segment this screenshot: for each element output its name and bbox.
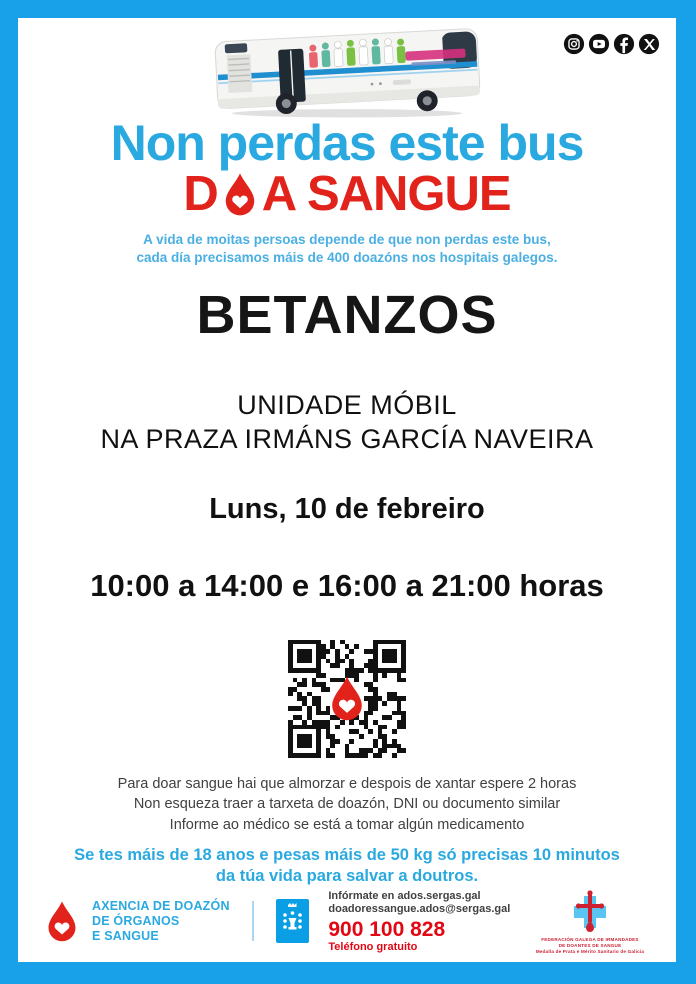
- note-line: Para doar sangue hai que almorzar e despois de xantar espere 2 horas: [117, 775, 577, 792]
- info-email: doadoressangue.ados@sergas.gal: [328, 903, 511, 916]
- intro-text: [137, 231, 558, 267]
- note-line: Non esqueza traer a tarxeta de doazón, DNI ou documento similar: [133, 796, 561, 813]
- location-text: [100, 389, 593, 457]
- brand-suffix: A SANGUE: [261, 166, 511, 221]
- social-icons: [563, 33, 660, 55]
- brand-prefix: D: [183, 166, 218, 221]
- footer: [18, 888, 676, 965]
- xunta-de-galicia-logo: [276, 899, 309, 943]
- federation-cross-icon: [570, 888, 610, 936]
- highlight-line2: da túa vida para salvar a doutros.: [215, 867, 479, 886]
- footer-divider: [252, 901, 254, 941]
- brand-title: [183, 166, 511, 221]
- facebook-icon[interactable]: [613, 33, 635, 55]
- city-name: BETANZOS: [196, 284, 498, 345]
- youtube-icon[interactable]: [588, 33, 610, 55]
- eligibility-highlight: [74, 845, 620, 889]
- agency-name: AXENCIA DE DOAZÓN DE ÓRGANOS E SANGUE: [92, 899, 230, 943]
- donations-count: 400 doazóns: [327, 249, 409, 265]
- qr-center-blood-drop-icon: [327, 675, 367, 721]
- federation-name: FEDERACIÓN GALEGA DE IRMANDADES DE DOANTES DE SANGUE Medalla de Prata e Mérito Sanitario de Galicia: [535, 937, 645, 954]
- agency-blood-drop-icon: [44, 899, 80, 943]
- headline: Non perdas este bus: [110, 114, 584, 171]
- agency-logo-group: [44, 899, 309, 943]
- info-website: Infórmate en ados.sergas.gal: [328, 889, 481, 902]
- intro-line2: cada día precisamos máis de 400 doazóns nos hospitais galegos.: [136, 249, 558, 265]
- mobile-donation-bus-image: [197, 24, 497, 122]
- blood-drop-heart-icon: [221, 171, 259, 217]
- location-line1: UNIDADE MÓBIL: [237, 390, 457, 421]
- qr-code: [288, 640, 406, 758]
- federation-logo-group: [530, 888, 650, 955]
- contact-info: [328, 890, 510, 954]
- event-date: Luns, 10 de febreiro: [209, 492, 485, 525]
- poster-content: [18, 18, 676, 962]
- intro-line1: A vida de moitas persoas depende de que non perdas este bus,: [143, 231, 551, 247]
- event-hours: 10:00 a 14:00 e 16:00 a 21:00 horas: [90, 567, 604, 603]
- highlight-line1: Se tes máis de 18 anos e pesas máis de 50 kg só precisas 10 minutos: [74, 845, 620, 864]
- instagram-icon[interactable]: [563, 33, 585, 55]
- phone-number: 900 100 828: [328, 918, 446, 942]
- phone-note: Teléfono gratuito: [328, 941, 418, 954]
- note-line: Informe ao médico se está a tomar algún medicamento: [169, 816, 525, 833]
- x-icon[interactable]: [638, 33, 660, 55]
- donation-notes: [118, 774, 577, 836]
- location-line2: NA PRAZA IRMÁNS GARCÍA NAVEIRA: [100, 424, 594, 455]
